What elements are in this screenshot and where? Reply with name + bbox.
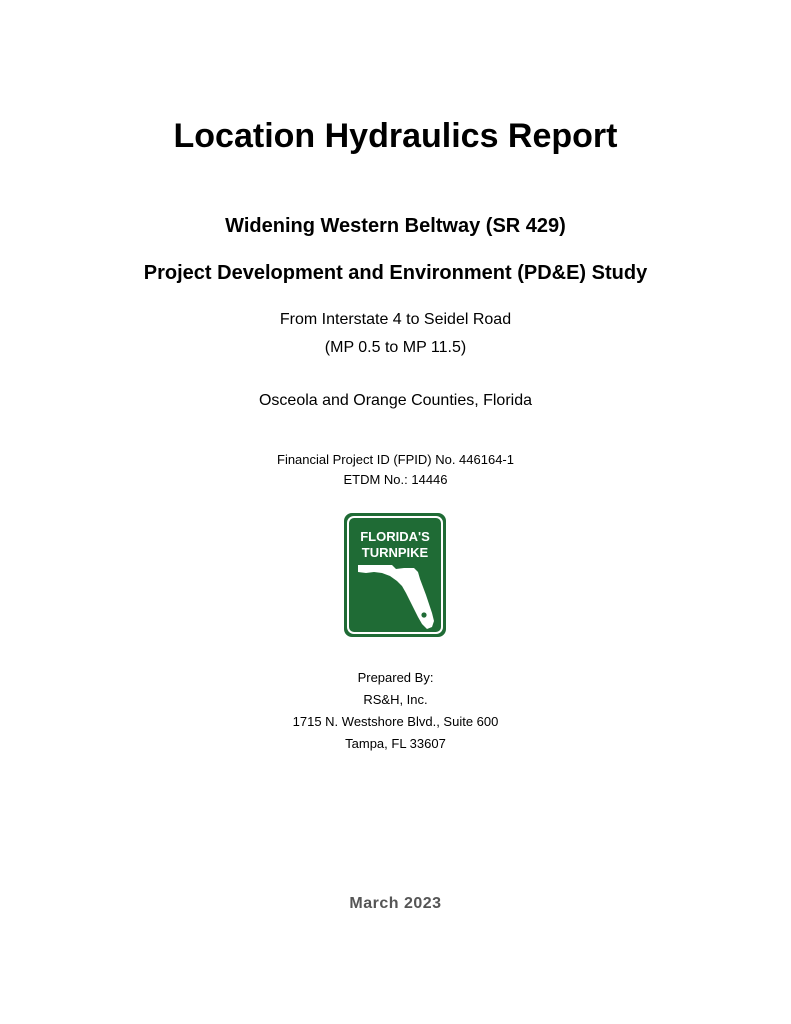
prepared-by-label: Prepared By: (357, 670, 434, 685)
florida-turnpike-logo-icon (344, 513, 446, 637)
report-title: Location Hydraulics Report (173, 117, 618, 155)
logo-location-dot (421, 612, 426, 617)
project-counties: Osceola and Orange Counties, Florida (258, 392, 533, 409)
firm-address-city: Tampa, FL 33607 (345, 736, 446, 751)
firm-address-street: 1715 N. Westshore Blvd., Suite 600 (292, 714, 499, 729)
study-name: Project Development and Environment (PD&E) Study (143, 262, 648, 284)
project-limits: From Interstate 4 to Seidel Road (279, 311, 512, 328)
firm-name: RS&H, Inc. (363, 692, 428, 707)
logo-text-line-2: TURNPIKE (361, 545, 429, 560)
logo-text-line-1: FLORIDA'S (360, 529, 430, 544)
etdm-number: ETDM No.: 14446 (343, 472, 448, 487)
financial-project-id: Financial Project ID (FPID) No. 446164-1 (277, 452, 514, 467)
report-date: March 2023 (349, 895, 442, 912)
project-name: Widening Western Beltway (SR 429) (225, 215, 566, 237)
project-mileposts: (MP 0.5 to MP 11.5) (324, 339, 467, 356)
